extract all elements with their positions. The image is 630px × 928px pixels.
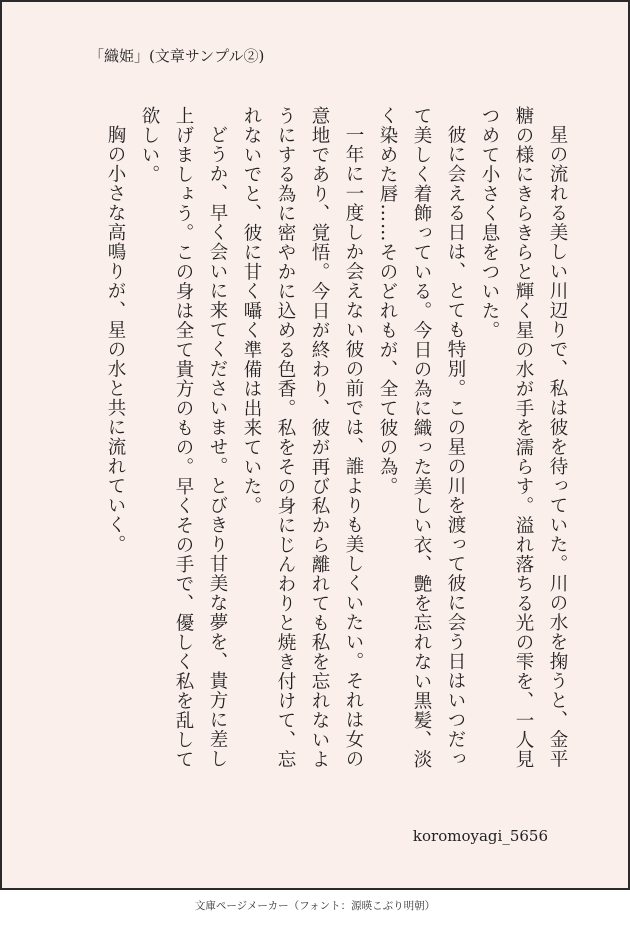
- footer-credit: 文庫ページメーカー（フォント：源暎こぶり明朝）: [194, 900, 436, 912]
- vertical-text-body: [105, 106, 574, 786]
- paragraph-2: 彼に会える日は、とても特別。この星の川を渡って彼に会う日はいつだって美しく着飾っている。今日の為に織った美しい衣、艶を忘れない黒髪、淡く染めた唇……そのどれもが、全て彼の為。: [377, 106, 466, 769]
- document-title: 「織姫」(文章サンプル②): [89, 47, 265, 65]
- paragraph-1: 星の流れる美しい川辺りで、私は彼を待っていた。川の水を掬うと、金平糖の様にきらきらと輝く星の水が手を濡らす。溢れ落ちる光の雫を、一人見つめて小さく息をついた。: [479, 106, 568, 769]
- paragraph-4: どうか、早く会いに来てくださいませ。とびきり甘美な夢を、貴方に差し上げましょう。この身は全て貴方のもの。早くその手で、優しく私を乱して欲しい。: [139, 106, 228, 769]
- paragraph-5: 胸の小さな高鳴りが、星の水と共に流れていく。: [105, 124, 126, 554]
- author-handle: koromoyagi_5656: [412, 827, 548, 845]
- paragraph-3: 一年に一度しか会えない彼の前では、誰よりも美しくいたい。それは女の意地であり、覚悟。今日が終わり、彼が再び私から離れても私を忘れないようにする為に密やかに込める色香。私をその身にじんわりと焼き付けて、忘れないでと、彼に甘く囁く準備は出来ていた。: [241, 106, 364, 769]
